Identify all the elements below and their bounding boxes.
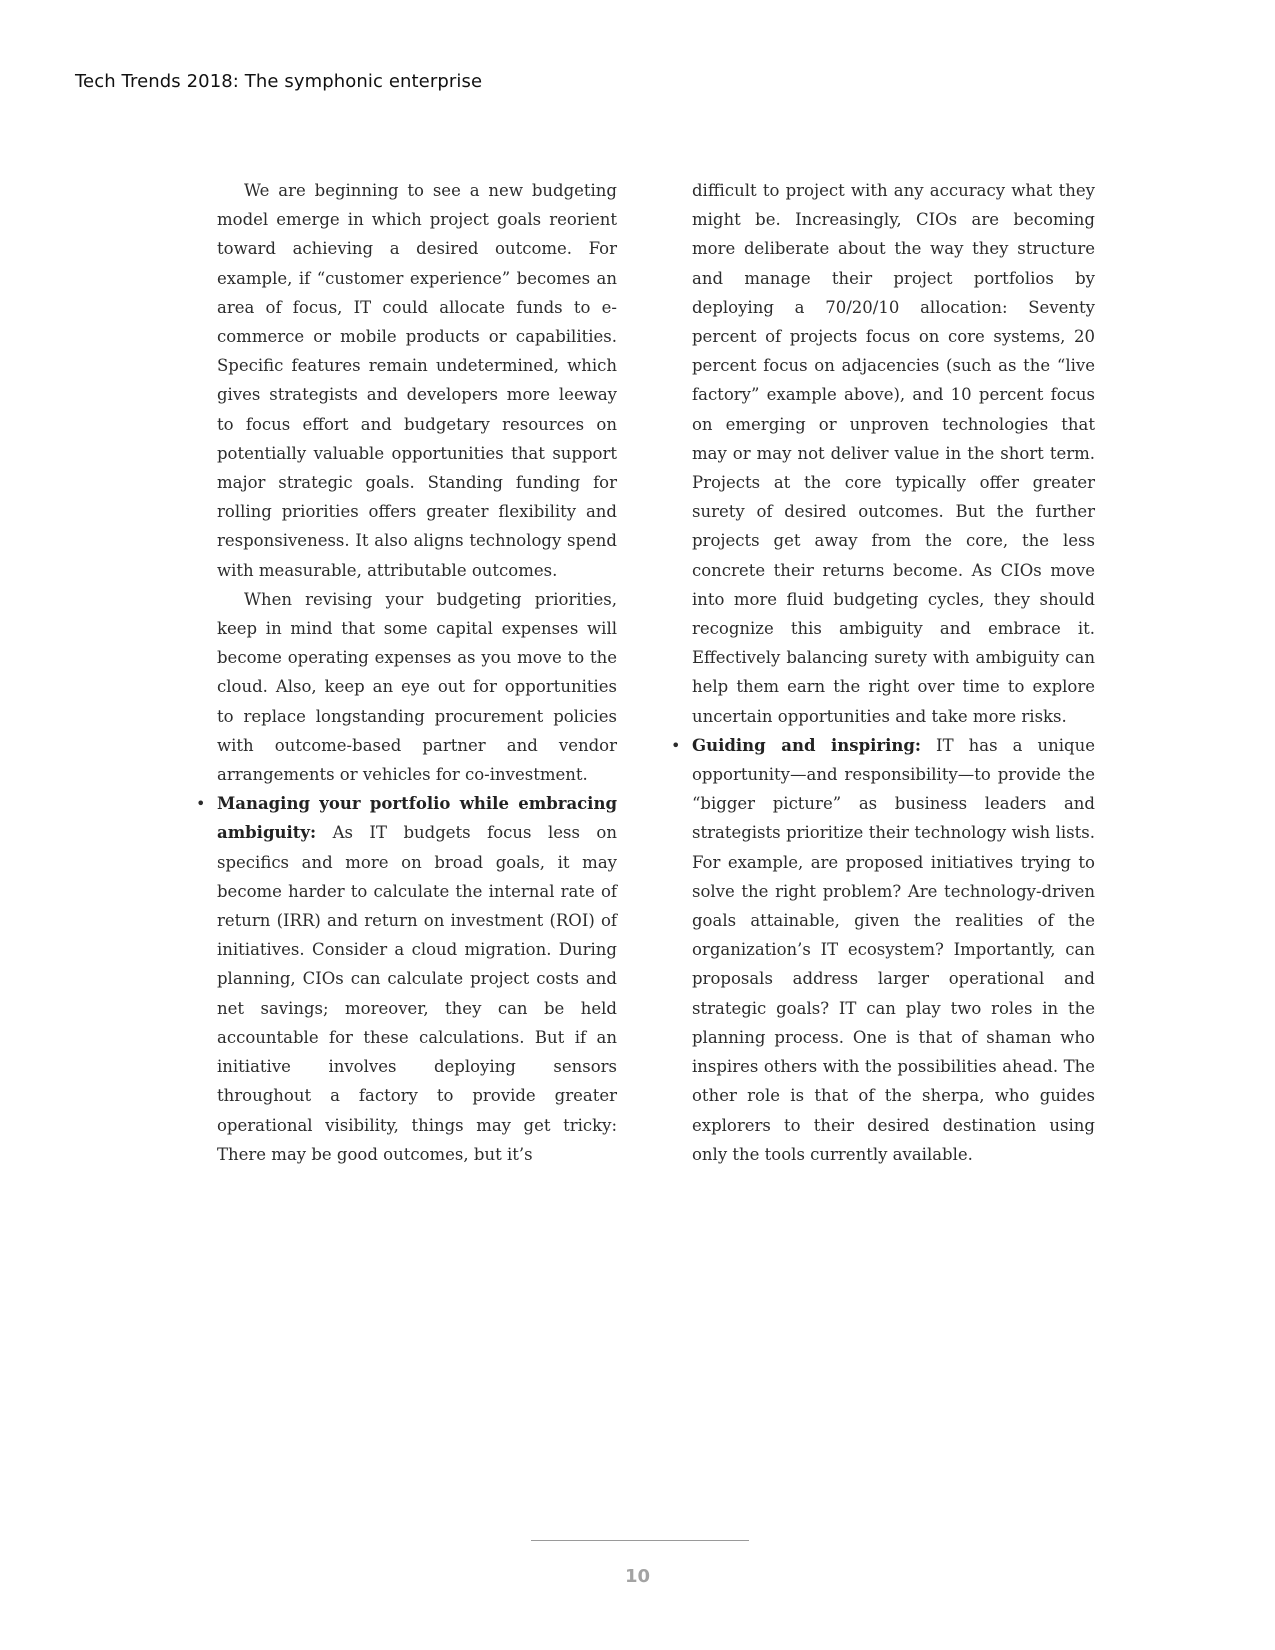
paragraph-revising-priorities: When revising your budgeting priorities, keep in mind that some capital expenses will become operating expenses as you move to the cloud. Also, keep an eye out for opportunities to replace longstanding procurement policies with outcome-based partner and vendor arrangements or vehicles for co-investment.: [217, 589, 617, 785]
running-header-title: Tech Trends 2018: The symphonic enterprise: [75, 71, 483, 92]
bullet-marker: •: [671, 735, 681, 755]
left-text-column: [196, 176, 617, 1169]
bullet-heading-guiding-inspiring: Guiding and inspiring:: [692, 735, 921, 755]
bullet-body-guiding-inspiring: IT has a unique opportunity—and responsibility—to provide the “bigger picture” as business leaders and strategists prioritize their technology wish lists. For example, are proposed initiatives trying to solve the right problem? Are technology-driven goals attainable, given the realities of the organization’s IT ecosystem? Importantly, can proposals address larger operational and strategic goals? IT can play two roles in the planning process. One is that of shaman who inspires others with the possibilities ahead. The other role is that of the sherpa, who guides explorers to their desired destination using only the tools currently available.: [692, 735, 1095, 1164]
right-text-column: [671, 176, 1095, 1169]
bullet-guiding-inspiring: [671, 731, 1095, 1169]
bullet-managing-portfolio: [196, 789, 617, 1169]
bullet-body-managing-portfolio: As IT budgets focus less on specifics and more on broad goals, it may become harder to calculate the internal rate of return (IRR) and return on investment (ROI) of initiatives. Consider a cloud migration. During planning, CIOs can calculate project costs and net savings; moreover, they can be held accountable for these calculations. But if an initiative involves deploying sensors throughout a factory to provide greater operational visibility, things may get tricky: There may be good outcomes, but it’s: [217, 823, 617, 1164]
bullet-marker: •: [196, 794, 206, 814]
page-number: 10: [624, 1566, 651, 1587]
paragraph-portfolio-continuation: difficult to project with any accuracy what they might be. Increasingly, CIOs are becoming more deliberate about the way they structure and manage their project portfolios by deploying a 70/20/10 allocation: Seventy percent of projects focus on core systems, 20 percent focus on adjacencies (such as the “live factory” example above), and 10 percent focus on emerging or unproven technologies that may or may not deliver value in the short term. Projects at the core typically offer greater surety of desired outcomes. But the further projects get away from the core, the less concrete their returns become. As CIOs move into more fluid budgeting cycles, they should recognize this ambiguity and embrace it. Effectively balancing surety with ambiguity can help them earn the right over time to explore uncertain opportunities and take more risks.: [692, 181, 1095, 726]
bullet-heading-managing-portfolio: Managing your portfolio while embracing ambiguity:: [217, 794, 617, 843]
footer-divider: [531, 1540, 749, 1541]
paragraph-new-budgeting-model: We are beginning to see a new budgeting model emerge in which project goals reorient toward achieving a desired outcome. For example, if “customer experience” becomes an area of focus, IT could allocate funds to e-commerce or mobile products or capabilities. Specific features remain undetermined, which gives strategists and developers more leeway to focus effort and budgetary resources on potentially valuable opportunities that support major strategic goals. Standing funding for rolling priorities offers greater flexibility and responsiveness. It also aligns technology spend with measurable, attributable outcomes.: [217, 181, 617, 580]
